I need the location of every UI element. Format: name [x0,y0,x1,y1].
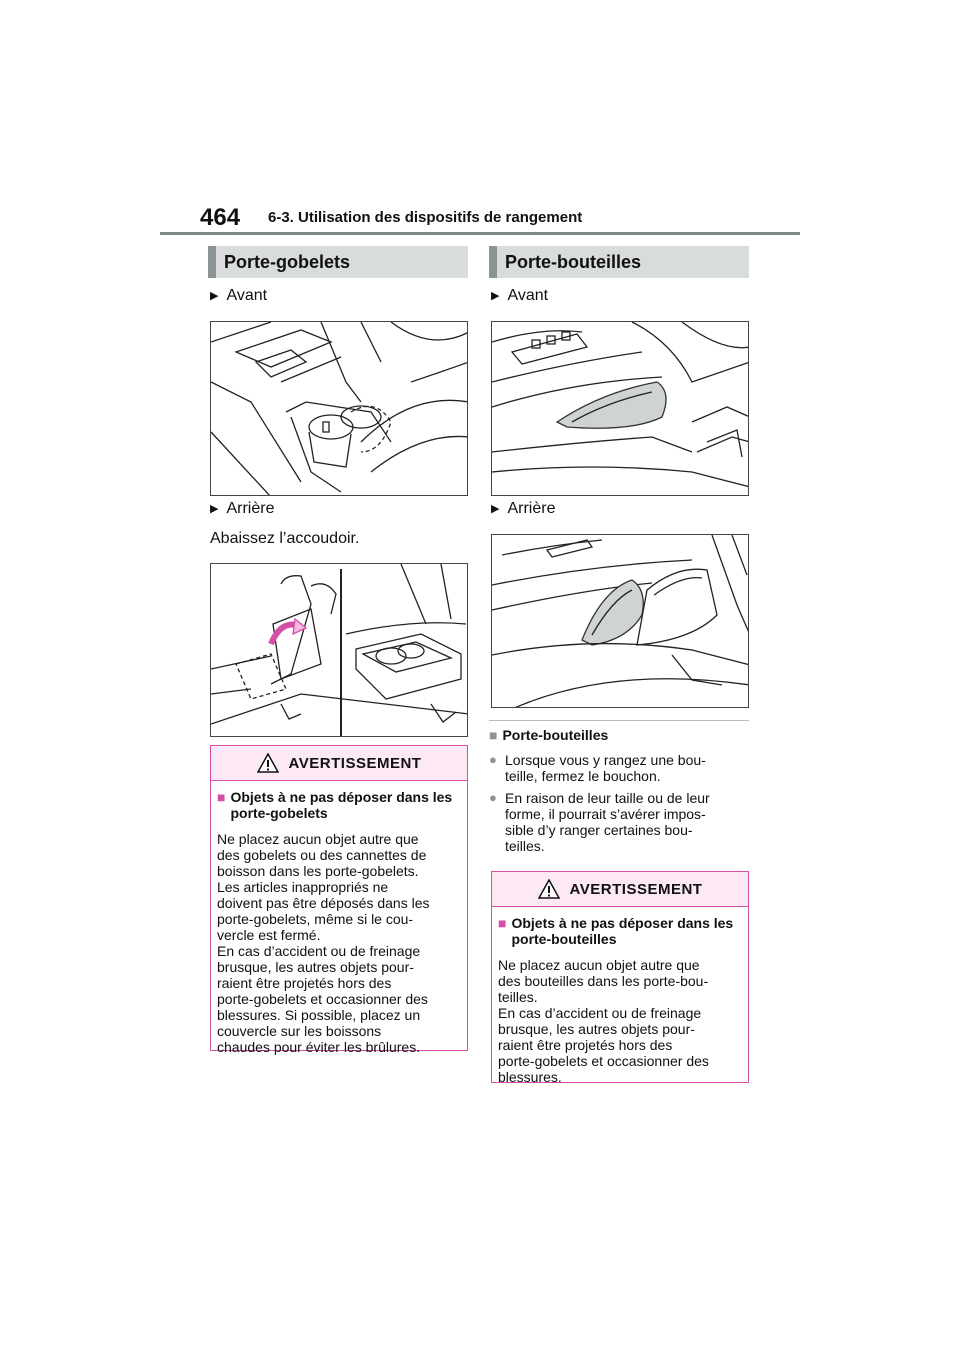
warning-heading: AVERTISSEMENT [569,880,703,898]
rear-cup-holder-illustration [210,563,468,737]
rear-label: ▶ Arrière [210,500,275,517]
section-bottle-holders [489,246,749,278]
cup-holder-warning [210,745,468,1055]
note-title: ■ Porte-bouteilles [489,727,609,743]
section-cup-holders [208,246,468,278]
warning-subtitle: ■ Objets à ne pas déposer dans les porte-bouteilles [498,915,734,947]
triangle-bullet-icon: ▶ [210,503,219,515]
page-number: 464 [200,204,241,231]
front-bottle-holder-illustration [491,321,749,496]
warning-text: Ne placez aucun objet autre que des bouteilles dans les porte-bou- teilles. En cas d’accident ou de freinage brusque, les autres objets pour- raient être projetés hors des porte-gobelets et occasionner des blessures. [498,957,709,1085]
square-bullet-icon: ■ [489,727,498,743]
warning-text: Ne placez aucun objet autre que des gobelets ou des cannettes de boisson dans les porte-gobelets. Les articles inappropriés ne doivent pas être déposés dans les porte-gobelets, même si le cou- vercle est fermé. En cas d’accident ou de freinage brusque, les autres objets pour- raient être projetés hors des porte-gobelets et occasionner des blessures. Si possible, placez un couvercle sur les boissons chaudes pour éviter les brûlures. [217,831,430,1055]
chapter-title: 6-3. Utilisation des dispositifs de rangement [268,209,583,226]
warning-triangle-icon [257,753,279,773]
warning-triangle-icon [538,879,560,899]
circle-bullet-icon: ● [489,752,497,767]
square-bullet-icon: ■ [217,789,226,805]
warning-subtitle: ■ Objets à ne pas déposer dans les porte-gobelets [217,789,453,821]
triangle-bullet-icon: ▶ [210,290,219,302]
section-title: Porte-gobelets [208,246,468,278]
rear-instruction: Abaissez l’accoudoir. [210,530,360,547]
section-title: Porte-bouteilles [489,246,749,278]
front-label: ▶ Avant [491,287,549,304]
header-rule [160,232,800,235]
note-bullet: ● En raison de leur taille ou de leur forme, il pourrait s’avérer impos- sible d’y ranger certaines bou- teilles. [489,790,710,854]
triangle-bullet-icon: ▶ [491,290,500,302]
note-bullet: ● Lorsque vous y rangez une bou- teille, fermez le bouchon. [489,752,706,784]
front-label: ▶ Avant [210,287,268,304]
section-separator [489,720,749,721]
warning-header [211,746,467,781]
triangle-bullet-icon: ▶ [491,503,500,515]
warning-header [492,872,748,907]
rear-bottle-holder-illustration [491,534,749,708]
page-header [160,200,800,236]
circle-bullet-icon: ● [489,790,497,805]
square-bullet-icon: ■ [498,915,507,931]
front-cup-holder-illustration [210,321,468,496]
warning-heading: AVERTISSEMENT [288,754,422,772]
rear-label: ▶ Arrière [491,500,556,517]
bottle-holder-warning [491,871,749,1083]
